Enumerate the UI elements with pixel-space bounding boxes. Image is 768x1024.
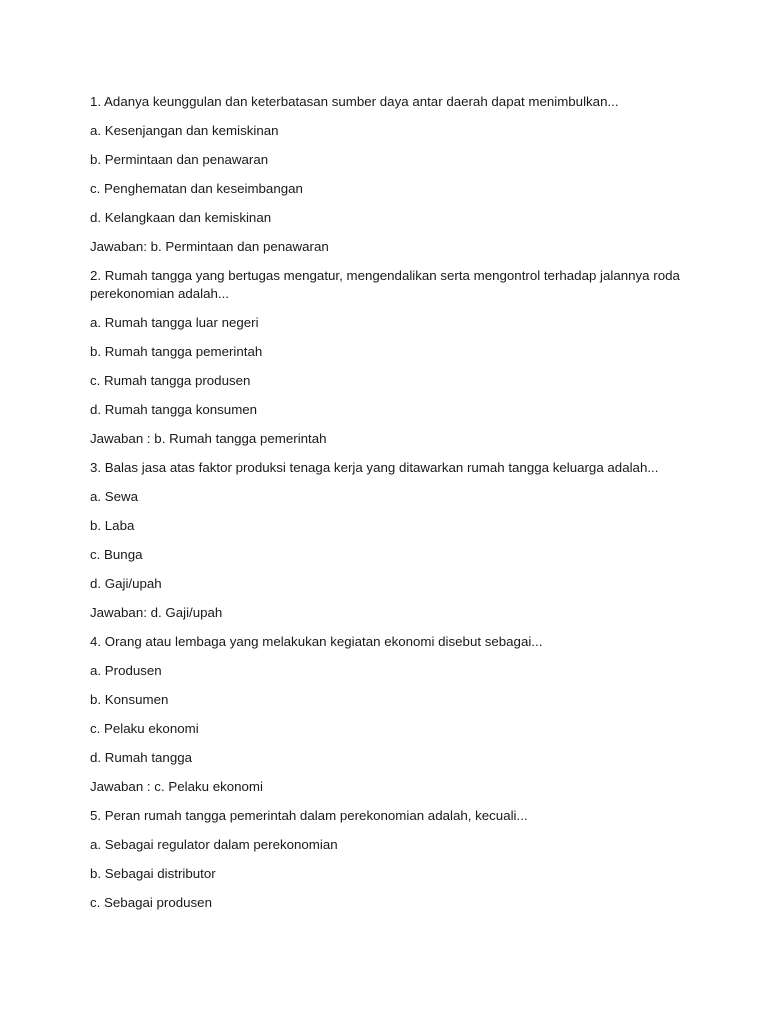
question-2: 2. Rumah tangga yang bertugas mengatur, mengendalikan serta mengontrol terhadap jalannya roda perekonomian adalah... xyxy=(90,268,680,301)
question-4-option-b: b. Konsumen xyxy=(90,692,169,707)
question-1: 1. Adanya keunggulan dan keterbatasan sumber daya antar daerah dapat menimbulkan... xyxy=(90,94,619,109)
question-5-option-a: a. Sebagai regulator dalam perekonomian xyxy=(90,837,338,852)
question-3-option-d: d. Gaji/upah xyxy=(90,576,162,591)
question-2-option-b: b. Rumah tangga pemerintah xyxy=(90,344,263,359)
question-5-option-c: c. Sebagai produsen xyxy=(90,895,212,910)
question-4-option-a: a. Produsen xyxy=(90,663,162,678)
question-1-option-d: d. Kelangkaan dan kemiskinan xyxy=(90,210,272,225)
question-3-answer: Jawaban: d. Gaji/upah xyxy=(90,605,223,620)
question-1-option-b: b. Permintaan dan penawaran xyxy=(90,152,269,167)
question-5-option-b: b. Sebagai distributor xyxy=(90,866,216,881)
document-body xyxy=(90,93,680,923)
question-3-option-b: b. Laba xyxy=(90,518,135,533)
question-2-option-a: a. Rumah tangga luar negeri xyxy=(90,315,259,330)
question-1-answer: Jawaban: b. Permintaan dan penawaran xyxy=(90,239,329,254)
question-2-option-c: c. Rumah tangga produsen xyxy=(90,373,251,388)
question-2-answer: Jawaban : b. Rumah tangga pemerintah xyxy=(90,431,327,446)
question-1-option-a: a. Kesenjangan dan kemiskinan xyxy=(90,123,279,138)
question-4-option-d: d. Rumah tangga xyxy=(90,750,193,765)
question-3-option-a: a. Sewa xyxy=(90,489,139,504)
question-3-option-c: c. Bunga xyxy=(90,547,143,562)
question-4: 4. Orang atau lembaga yang melakukan kegiatan ekonomi disebut sebagai... xyxy=(90,634,543,649)
question-5: 5. Peran rumah tangga pemerintah dalam perekonomian adalah, kecuali... xyxy=(90,808,528,823)
question-4-option-c: c. Pelaku ekonomi xyxy=(90,721,199,736)
question-1-option-c: c. Penghematan dan keseimbangan xyxy=(90,181,303,196)
question-4-answer: Jawaban : c. Pelaku ekonomi xyxy=(90,779,263,794)
question-3: 3. Balas jasa atas faktor produksi tenaga kerja yang ditawarkan rumah tangga keluarga adalah... xyxy=(90,460,659,475)
question-2-option-d: d. Rumah tangga konsumen xyxy=(90,402,258,417)
